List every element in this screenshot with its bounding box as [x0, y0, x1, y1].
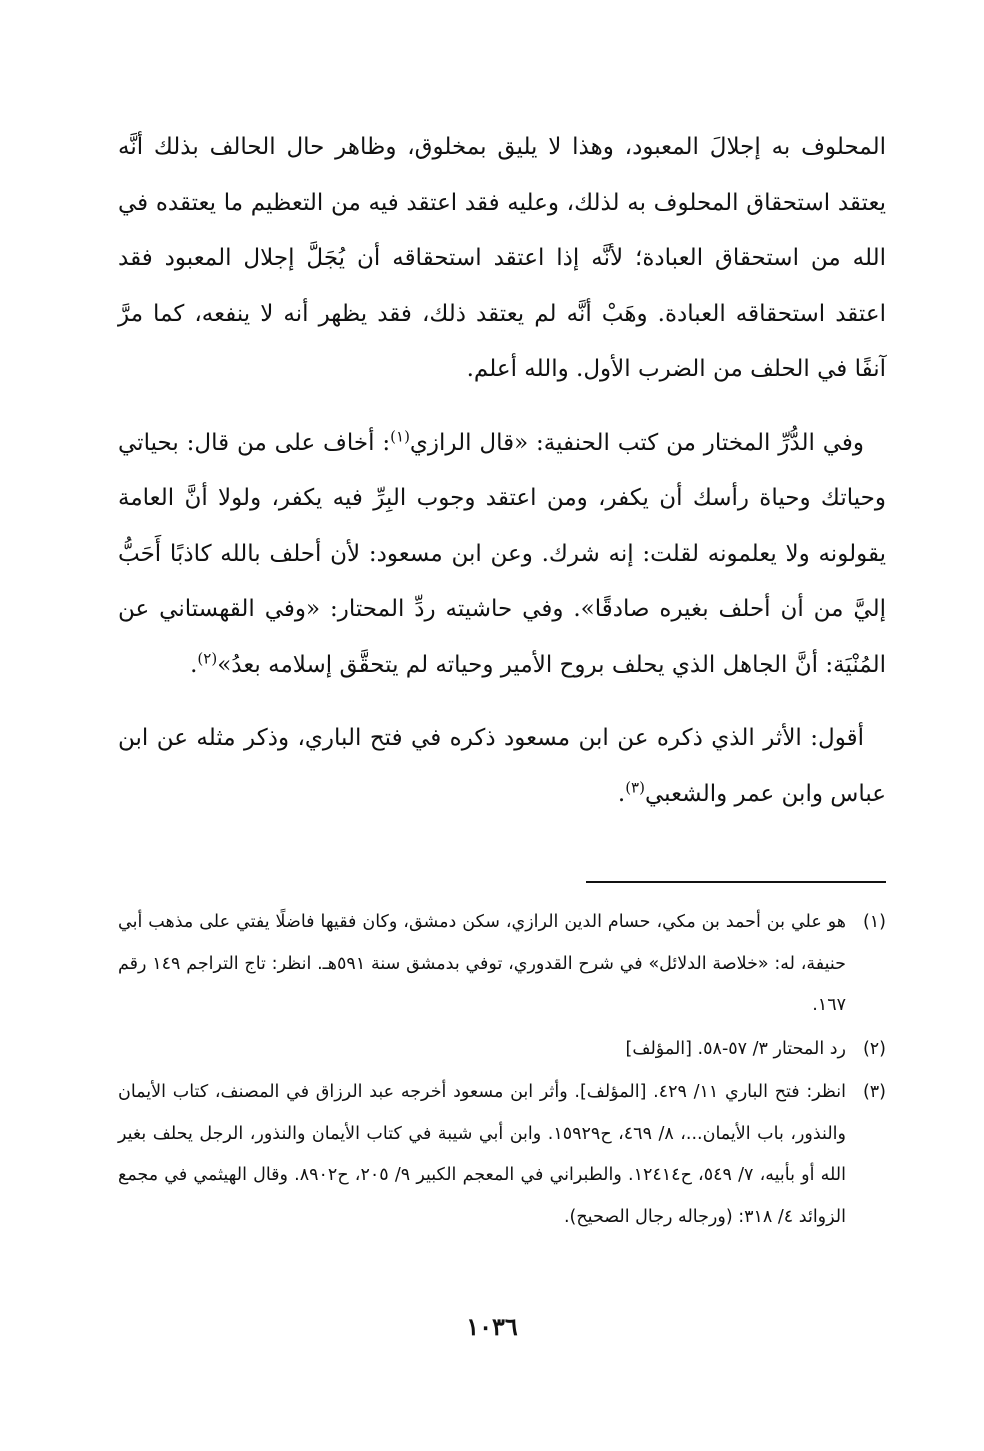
footnote-number: (٢) [862, 1038, 886, 1059]
footnote-3 [118, 1072, 886, 1238]
paragraph-3-body: أقول: الأثر الذي ذكره عن ابن مسعود ذكره في فتح الباري، وذكر مثله عن ابن عباس وابن عمر والشعبي [118, 725, 886, 807]
paragraph-1: المحلوف به إجلالَ المعبود، وهذا لا يليق بمخلوق، وظاهر حال الحالف بذلك أنَّه يعتقد استحقاق المحلوف به لذلك، وعليه فقد اعتقد فيه من التعظيم ما يعتقده في الله من استحقاق العبادة؛ لأنَّه إذا اعتقد استحقاقه أن يُجَلَّ إجلال المعبود فقد اعتقد استحقاقه العبادة. وهَبْ أنَّه لم يعتقد ذلك، فقد يظهر أنه لا ينفعه، كما مرَّ آنفًا في الحلف من الضرب الأول. والله أعلم. [118, 134, 886, 382]
paragraph-2-start: وفي الدُّرِّ المختار من كتب الحنفية: «قال الرازي [409, 429, 864, 456]
footnote-text: رد المحتار ٣/ ٥٧-٥٨. [المؤلف] [625, 1038, 846, 1059]
footnote-text: انظر: فتح الباري ١١/ ٤٢٩. [المؤلف]. وأثر ابن مسعود أخرجه عبد الرزاق في المصنف، كتاب الأيمان والنذور، باب الأيمان...، ٨/ ٤٦٩، ح١٥٩٢٩. وابن أبي شيبة في كتاب الأيمان والنذور، الرجل يحلف بغير الله أو بأبيه، ٧/ ٥٤٩، ح١٢٤١٤. والطبراني في المعجم الكبير ٩/ ٢٠٥، ح٨٩٠٢. وقال الهيثمي في مجمع الزوائد ٤/ ٣١٨: (ورجاله رجال الصحيح). [118, 1082, 846, 1227]
footnote-text: هو علي بن أحمد بن مكي، حسام الدين الرازي، سكن دمشق، وكان فقيها فاضلًا يفتي على مذهب أبي حنيفة، له: «خلاصة الدلائل» في شرح القدوري، توفي بدمشق سنة ٥٩١هـ. انظر: تاج التراجم ١٤٩ رقم ١٦٧. [118, 912, 847, 1015]
footnote-ref-2: (٢) [197, 648, 218, 667]
main-text [118, 120, 886, 840]
footnote-number: (٣) [862, 1082, 886, 1102]
paragraph-3-end: . [617, 780, 626, 807]
paragraph-3 [118, 711, 886, 822]
footnote-1 [118, 902, 886, 1027]
footnote-ref-1: (١) [390, 426, 410, 445]
page-number: ١٠٣٦ [466, 1312, 518, 1341]
paragraph-2-end: . [190, 651, 198, 678]
footnote-number: (١) [862, 912, 886, 932]
footnote-2 [118, 1029, 886, 1071]
paragraph-2-body: : أخاف على من قال: بحياتي وحياتك وحياة رأسك أن يكفر، ومن اعتقد وجوب البِرِّ فيه يكفر، ولولا أنَّ العامة يقولونه ولا يعلمونه لقلت: إنه شرك. وعن ابن مسعود: لأن أحلف بالله كاذبًا أَحَبُّ إليَّ من أن أحلف بغيره صادقًا». وفي حاشيته ردِّ المحتار: «وفي القهستاني عن المُنْيَة: أنَّ الجاهل الذي يحلف بروح الأمير وحياته لم يتحقَّق إسلامه بعدُ» [118, 429, 886, 678]
paragraph-2 [118, 416, 886, 694]
footnotes [118, 902, 886, 1240]
footnote-divider [586, 881, 886, 883]
footnote-ref-3: (٣) [625, 777, 645, 796]
